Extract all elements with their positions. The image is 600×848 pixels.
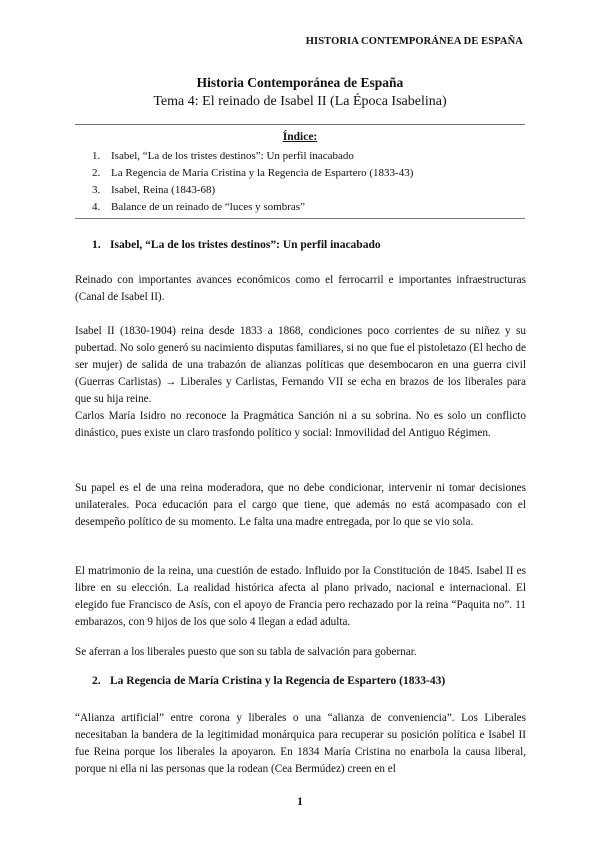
toc-item: [92, 199, 413, 216]
toc-item-text: Balance de un reinado de “luces y sombras”: [111, 201, 305, 213]
paragraph: Reinado con importantes avances económicos como el ferrocarril e importantes infraestructuras (Canal de Isabel II).: [75, 274, 526, 303]
section-heading-1: [92, 239, 381, 251]
running-header: HISTORIA CONTEMPORÁNEA DE ESPAÑA: [305, 36, 523, 47]
section-number: 2.: [92, 675, 101, 687]
toc-item-text: La Regencia de María Cristina y la Regencia de Espartero (1833-43): [111, 167, 414, 179]
paragraph: Isabel II (1830-1904) reina desde 1833 a 1868, condiciones poco corrientes de su niñez y su pubertad. No solo generó su nacimiento disputas familiares, si no que fue el pistoletazo (El hecho de ser mujer) de salida de una trabazón de alianzas políticas que desembocaron en una guerra civil (Guerras Carlistas) → Liberales y Carlistas, Fernando VII se echa en brazos de los liberales para que su hija reine.: [75, 325, 526, 405]
divider-bottom: [75, 218, 525, 219]
toc-item-number: 2.: [92, 167, 101, 179]
page-number: 1: [297, 796, 303, 808]
toc-item: [92, 148, 413, 165]
section-title: La Regencia de María Cristina y la Regencia de Espartero (1833-43): [110, 675, 446, 687]
paragraph: Carlos María Isidro no reconoce la Pragmática Sanción ni a su sobrina. No es solo un conflicto dinástico, pues existe un claro trasfondo político y social: Inmovilidad del Antiguo Régimen.: [75, 410, 526, 439]
toc-heading: Índice:: [282, 131, 318, 143]
divider-top: [75, 124, 525, 125]
toc-item: [92, 182, 413, 199]
toc-item-text: Isabel, Reina (1843-68): [111, 184, 216, 196]
table-of-contents: [92, 148, 413, 216]
section-heading-2: [92, 675, 445, 687]
document-subtitle: Tema 4: El reinado de Isabel II (La Época Isabelina): [153, 94, 447, 109]
document-title: Historia Contemporánea de España: [196, 75, 404, 90]
section-title: Isabel, “La de los tristes destinos”: Un perfil inacabado: [110, 239, 381, 251]
toc-item-number: 1.: [92, 150, 101, 162]
paragraph: Se aferran a los liberales puesto que son su tabla de salvación para gobernar.: [75, 646, 417, 658]
toc-item: [92, 165, 413, 182]
paragraph: El matrimonio de la reina, una cuestión de estado. Influido por la Constitución de 1845. Isabel II es libre en su elección. La realidad histórica afecta al plano privado, nacional e internacional. El elegido fue Francisco de Asís, con el apoyo de Francia pero rechazado por la reina “Paquita no”. 11 embarazos, con 9 hijos de los que solo 4 llegan a edad adulta.: [75, 565, 526, 628]
toc-item-number: 3.: [92, 184, 101, 196]
paragraph: Su papel es el de una reina moderadora, que no debe condicionar, intervenir ni tomar decisiones unilaterales. Poca educación para el cargo que tiene, que además no está acompasado con el desempeño político de su momento. Le falta una madre entregada, por lo que se vio sola.: [75, 482, 526, 528]
section-number: 1.: [92, 239, 101, 251]
toc-item-text: Isabel, “La de los tristes destinos”: Un perfil inacabado: [111, 150, 354, 162]
paragraph: “Alianza artificial” entre corona y liberales o una “alianza de conveniencia”. Los Liberales necesitaban la bandera de la legitimidad monárquica para recuperar su posición política e Isabel II fue Reina porque los liberales la apoyaron. En 1834 María Cristina no enarbola la causa liberal, porque ni ella ni las personas que la rodean (Cea Bermúdez) creen en el: [75, 712, 526, 775]
toc-item-number: 4.: [92, 201, 101, 213]
